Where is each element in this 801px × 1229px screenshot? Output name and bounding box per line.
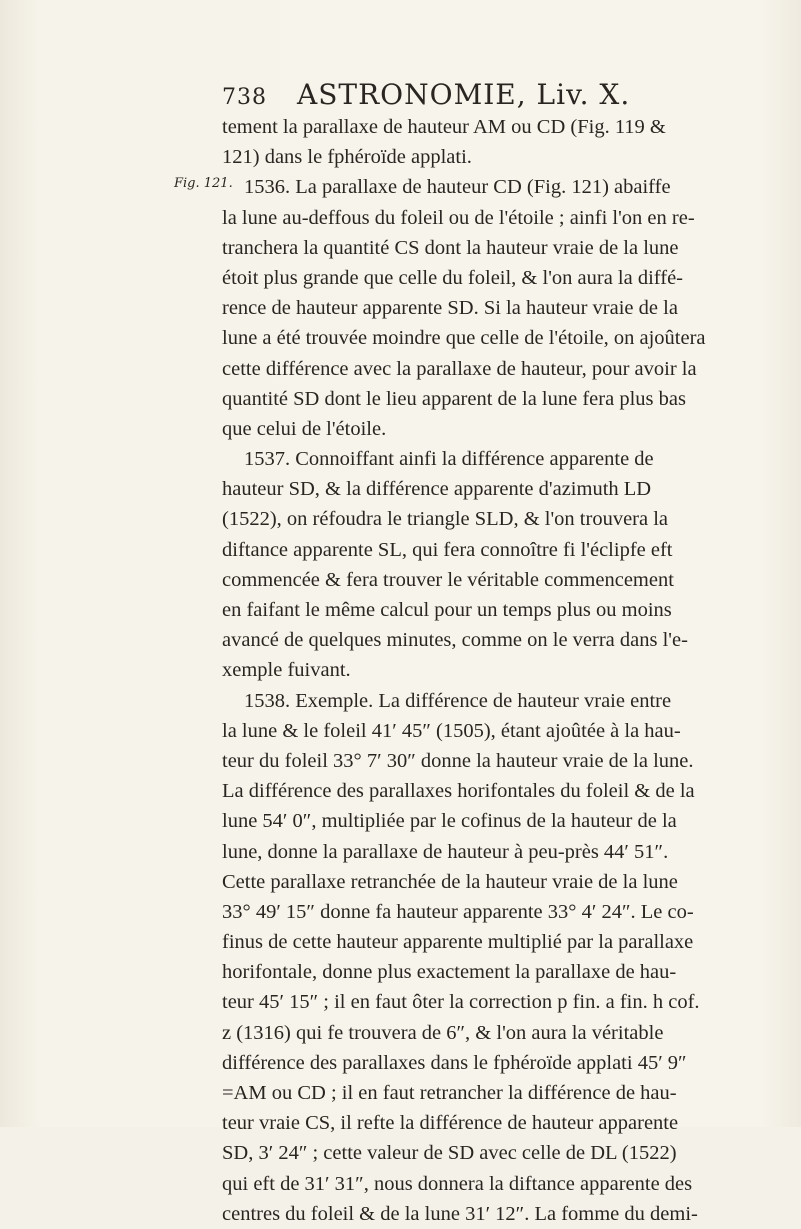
text-line: 121) dans le fphéroïde applati. (222, 146, 472, 169)
text-line: La différence des parallaxes horifontales du foleil & de la (222, 780, 695, 803)
text-line: 1536. La parallaxe de hauteur CD (Fig. 121) abaiffe (244, 176, 671, 199)
text-line: xemple fuivant. (222, 659, 351, 682)
text-line: horifontale, donne plus exactement la parallaxe de hau- (222, 961, 677, 984)
text-line: SD, 3′ 24″ ; cette valeur de SD avec celle de DL (1522) (222, 1142, 677, 1165)
text-line: rence de hauteur apparente SD. Si la hauteur vraie de la (222, 297, 678, 320)
text-line: =AM ou CD ; il en faut retrancher la différence de hau- (222, 1082, 677, 1104)
text-line: centres du foleil & de la lune 31′ 12″. La fomme du demi- (222, 1202, 698, 1225)
margin-figure-note: Fig. 121. (174, 176, 233, 191)
text-line: que celui de l'étoile. (222, 417, 387, 440)
text-line: commencée & fera trouver le véritable commencement (222, 568, 674, 591)
text-line: étoit plus grande que celle du foleil, & l'on aura la diffé- (222, 266, 683, 289)
text-line: teur du foleil 33° 7′ 30″ donne la hauteur vraie de la lune. (222, 749, 694, 772)
body-text (222, 112, 762, 1229)
text-line: qui eft de 31′ 31″, nous donnera la diftance apparente des (222, 1172, 693, 1195)
page-number: 738 (222, 85, 267, 110)
text-line: (1522), on réfoudra le triangle SLD, & l'on trouvera la (222, 508, 669, 531)
text-line: en faifant le même calcul pour un temps plus ou moins (222, 599, 672, 621)
text-line: z (1316) qui fe trouvera de 6″, & l'on aura la véritable (222, 1021, 664, 1044)
text-line: la lune au-deffous du foleil ou de l'étoile ; ainfi l'on en re- (222, 206, 695, 229)
text-line: lune a été trouvée moindre que celle de l'étoile, on ajoûtera (222, 327, 706, 350)
header-title: ASTRONOMIE, Liv. X. (297, 78, 631, 111)
text-line: la lune & le foleil 41′ 45″ (1505), étant ajoûtée à la hau- (222, 719, 681, 742)
text-line: tranchera la quantité CS dont la hauteur vraie de la lune (222, 236, 679, 259)
text-line: teur 45′ 15″ ; il en faut ôter la correction p fin. a fin. h cof. (222, 991, 700, 1014)
text-line: tement la parallaxe de hauteur AM ou CD (Fig. 119 & (222, 116, 666, 138)
running-header (222, 78, 630, 111)
text-line: finus de cette hauteur apparente multiplié par la parallaxe (222, 931, 694, 954)
text-line: diftance apparente SL, qui fera connoître fi l'éclipfe eft (222, 538, 673, 561)
text-line: lune, donne la parallaxe de hauteur à peu-près 44′ 51″. (222, 840, 669, 863)
text-line: lune 54′ 0″, multipliée par le cofinus de la hauteur de la (222, 810, 677, 833)
text-line: hauteur SD, & la différence apparente d'azimuth LD (222, 478, 652, 501)
text-line: 1538. Exemple. La différence de hauteur vraie entre (244, 689, 672, 712)
text-line: teur vraie CS, il refte la différence de hauteur apparente (222, 1112, 679, 1135)
text-line: 33° 49′ 15″ donne fa hauteur apparente 33° 4′ 24″. Le co- (222, 900, 694, 923)
text-line: différence des parallaxes dans le fphéroïde applati 45′ 9″ (222, 1051, 687, 1074)
text-line: 1537. Connoiffant ainfi la différence apparente de (244, 448, 654, 471)
text-line: quantité SD dont le lieu apparent de la lune fera plus bas (222, 387, 686, 410)
text-line: cette différence avec la parallaxe de hauteur, pour avoir la (222, 357, 697, 380)
text-line: Cette parallaxe retranchée de la hauteur vraie de la lune (222, 870, 678, 893)
text-line: avancé de quelques minutes, comme on le verra dans l'e- (222, 629, 688, 652)
